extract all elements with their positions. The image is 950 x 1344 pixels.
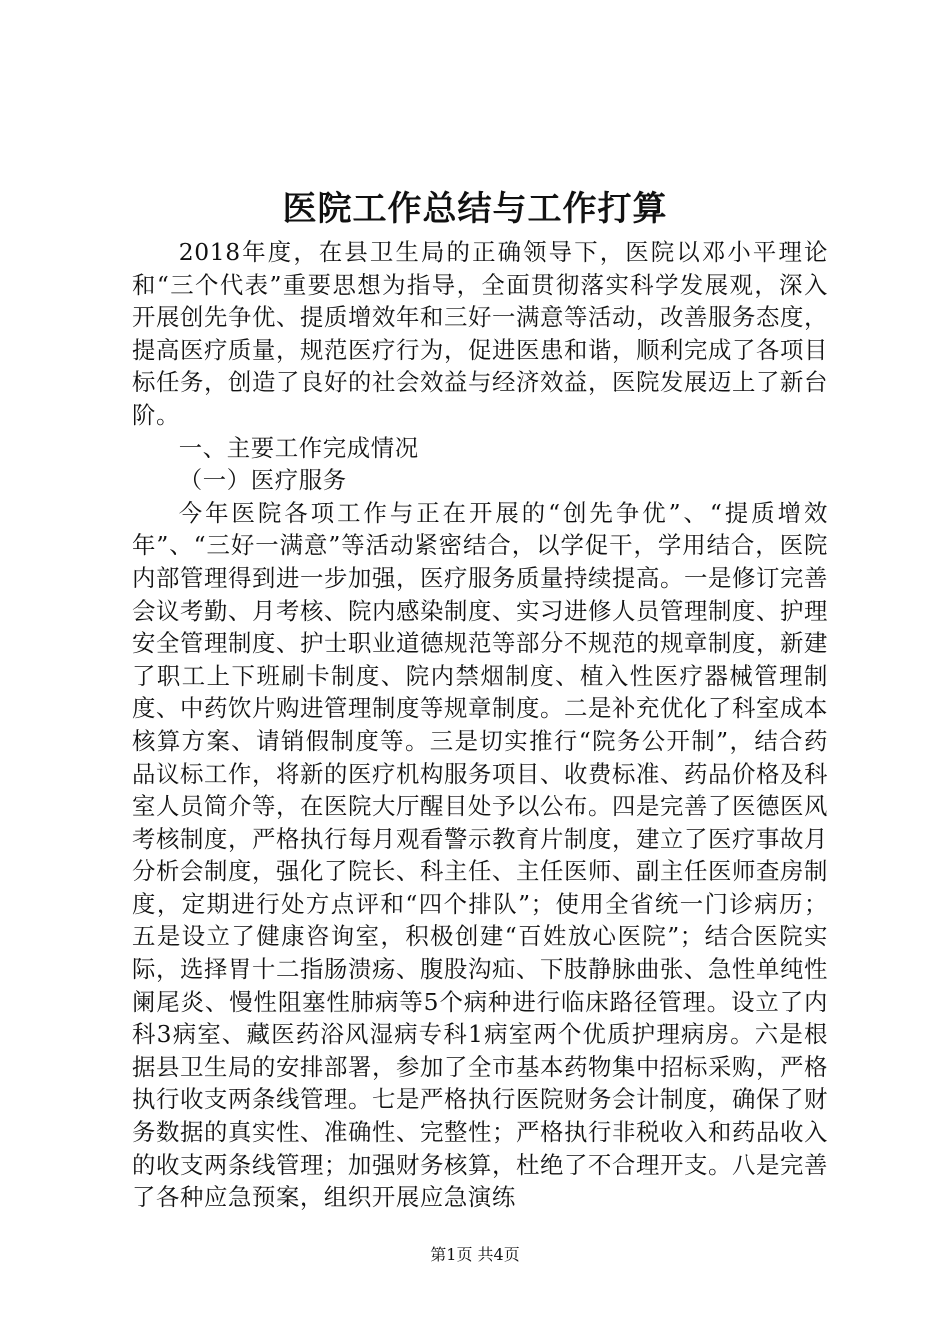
intro-paragraph: 2018年度，在县卫生局的正确领导下，医院以邓小平理论和“三个代表”重要思想为指导，全面贯彻落实科学发展观，深入开展创先争优、提质增效年和三好一满意等活动，改善服务态度，提高医疗质量，规范医疗行为，促进医患和谐，顺利完成了各项目标任务，创造了良好的社会效益与经济效益，医院发展迈上了新台阶。 [132,238,828,429]
section-heading: 一、主要工作完成情况 [178,433,419,462]
document-body [132,236,828,1214]
medical-service-paragraph: 今年医院各项工作与正在开展的“创先争优”、“提质增效年”、“三好一满意”等活动紧密结合，以学促干，学用结合，医院内部管理得到进一步加强，医疗服务质量持续提高。一是修订完善会议考勤、月考核、院内感染制度、实习进修人员管理制度、护理安全管理制度、护士职业道德规范等部分不规范的规章制度，新建了职工上下班刷卡制度、院内禁烟制度、植入性医疗器械管理制度、中药饮片购进管理制度等规章制度。二是补充优化了科室成本核算方案、请销假制度等。三是切实推行“院务公开制”，结合药品议标工作，将新的医疗机构服务项目、收费标准、药品价格及科室人员简介等，在医院大厅醒目处予以公布。四是完善了医德医风考核制度，严格执行每月观看警示教育片制度，建立了医疗事故月分析会制度，强化了院长、科主任、主任医师、副主任医师查房制度，定期进行处方点评和“四个排队”；使用全省统一门诊病历；五是设立了健康咨询室，积极创建“百姓放心医院”；结合医院实际，选择胃十二指肠溃疡、腹股沟疝、下肢静脉曲张、急性单纯性阑尾炎、慢性阻塞性肺病等5个病种进行临床路径管理。设立了内科3病室、藏医药浴风湿病专科1病室两个优质护理病房。六是根据县卫生局的安排部署，参加了全市基本药物集中招标采购，严格执行收支两条线管理。七是严格执行医院财务会计制度，确保了财务数据的真实性、准确性、完整性；严格执行非税收入和药品收入的收支两条线管理；加强财务核算，杜绝了不合理开支。八是完善了各种应急预案，组织开展应急演练 [132,498,828,1212]
subsection-heading: （一）医疗服务 [178,466,347,495]
document-title: 医院工作总结与工作打算 [282,189,668,229]
page-number-footer: 第1页 共4页 [430,1245,520,1264]
